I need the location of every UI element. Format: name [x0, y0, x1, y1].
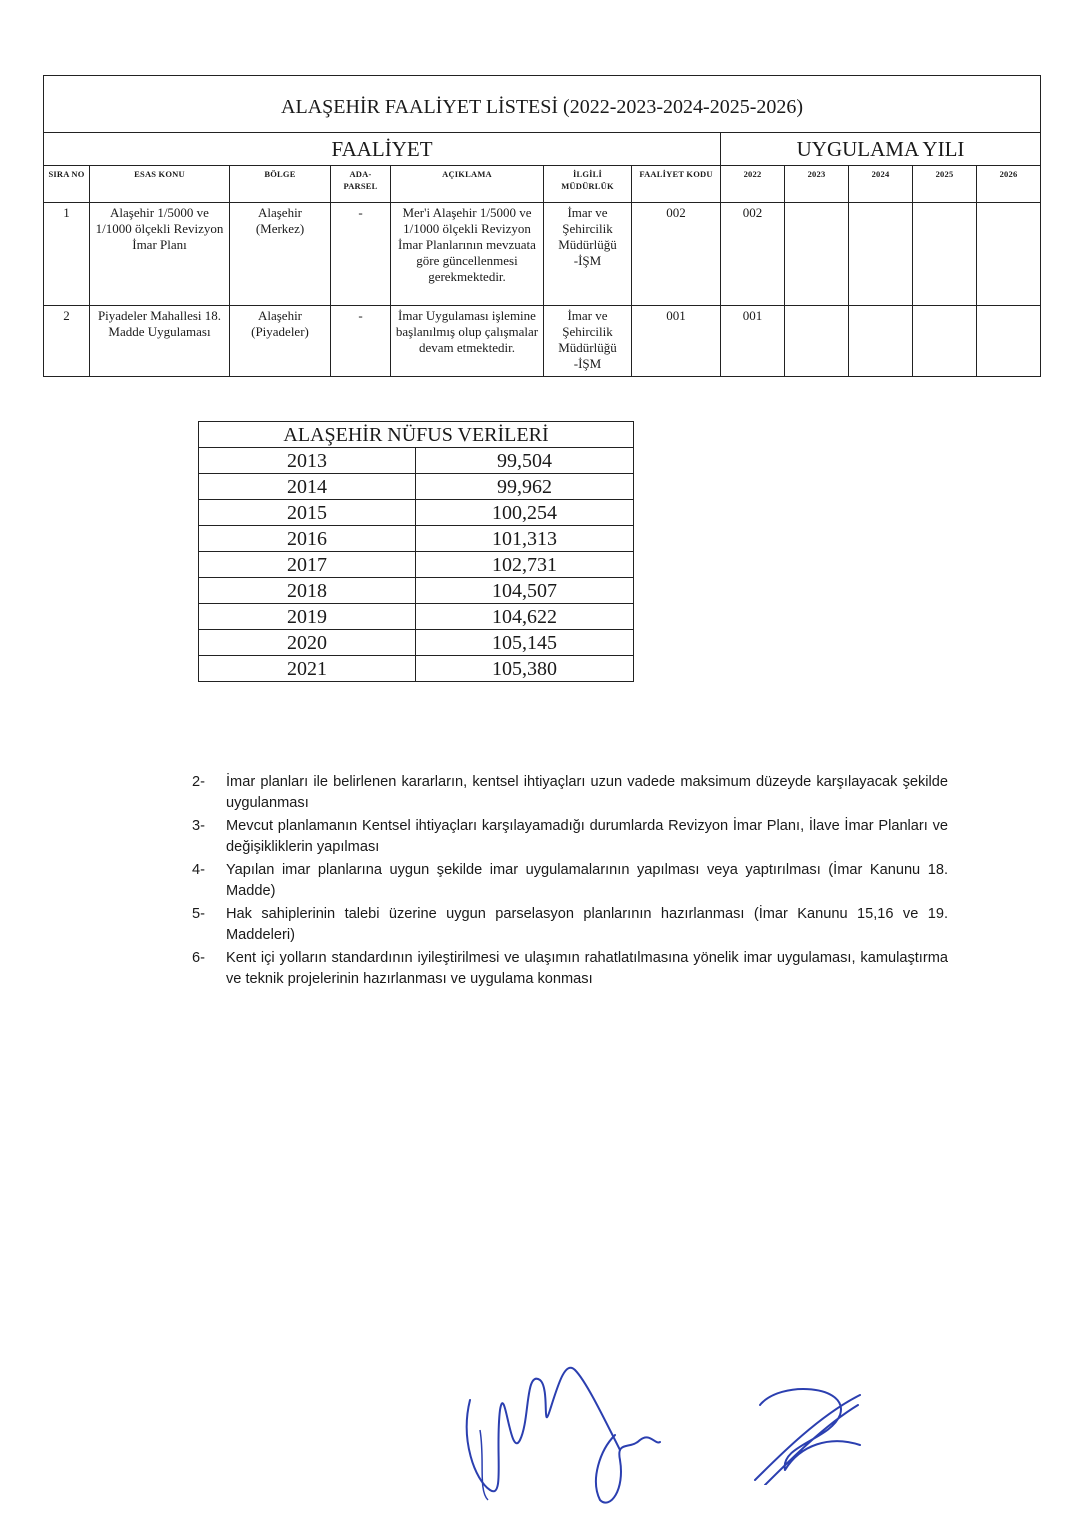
population-year: 2017 [199, 552, 416, 578]
list-item-text: Mevcut planlamanın Kentsel ihtiyaçları karşılayamadığı durumlarda Revizyon İmar Planı, İlave İmar Planları ve değişikliklerin yapılması [226, 818, 948, 855]
list-item-text: Hak sahiplerinin talebi üzerine uygun parselasyon planlarının hazırlanması (İmar Kanunu 15,16 ve 19. Maddeleri) [226, 906, 948, 943]
header-year-2025: 2025 [913, 166, 977, 203]
group-uygulama-yili: UYGULAMA YILI [721, 133, 1041, 166]
population-year: 2019 [199, 604, 416, 630]
activity-table-title: ALAŞEHİR FAALİYET LİSTESİ (2022-2023-2024-2025-2026) [44, 76, 1041, 133]
population-value: 101,313 [416, 526, 634, 552]
table-row [44, 203, 1041, 306]
list-item-number: 2- [192, 774, 205, 790]
cell-ilgili-mudurluk: İmar ve Şehircilik Müdürlüğü -İŞM [544, 203, 632, 306]
population-row [199, 578, 634, 604]
population-row [199, 448, 634, 474]
population-year: 2014 [199, 474, 416, 500]
list-item-text: İmar planları ile belirlenen kararların, kentsel ihtiyaçları uzun vadede maksimum düzeyde karşılayacak şekilde uygulanması [226, 774, 948, 811]
cell-year-2024 [849, 306, 913, 377]
population-year: 2018 [199, 578, 416, 604]
header-year-2023: 2023 [785, 166, 849, 203]
cell-esas-konu: Piyadeler Mahallesi 18. Madde Uygulaması [90, 306, 230, 377]
cell-faaliyet-kodu: 001 [632, 306, 721, 377]
table-row [44, 306, 1041, 377]
header-year-2024: 2024 [849, 166, 913, 203]
header-year-2022: 2022 [721, 166, 785, 203]
cell-bolge: Alaşehir (Piyadeler) [230, 306, 331, 377]
list-item [192, 860, 948, 902]
cell-ada-parsel: - [331, 306, 391, 377]
cell-ilgili-mudurluk: İmar ve Şehircilik Müdürlüğü -İŞM [544, 306, 632, 377]
population-value: 105,145 [416, 630, 634, 656]
group-faaliyet: FAALİYET [44, 133, 721, 166]
population-value: 105,380 [416, 656, 634, 682]
population-row [199, 552, 634, 578]
cell-year-2022: 002 [721, 203, 785, 306]
activity-table [43, 75, 1041, 377]
header-aciklama: AÇIKLAMA [391, 166, 544, 203]
signature-left [450, 1340, 710, 1515]
population-year: 2016 [199, 526, 416, 552]
list-item-text: Yapılan imar planlarına uygun şekilde imar uygulamalarının yapılması veya yaptırılması (İmar Kanunu 18. Madde) [226, 862, 948, 899]
population-value: 104,507 [416, 578, 634, 604]
header-faaliyet-kodu: FAALİYET KODU [632, 166, 721, 203]
cell-year-2025 [913, 306, 977, 377]
cell-year-2026 [977, 203, 1041, 306]
header-ada-parsel: ADA-PARSEL [331, 166, 391, 203]
header-year-2026: 2026 [977, 166, 1041, 203]
cell-year-2025 [913, 203, 977, 306]
population-value: 100,254 [416, 500, 634, 526]
population-table-title: ALAŞEHİR NÜFUS VERİLERİ [199, 422, 634, 448]
list-item [192, 816, 948, 858]
population-year: 2013 [199, 448, 416, 474]
header-sira-no: SIRA NO [44, 166, 90, 203]
cell-year-2022: 001 [721, 306, 785, 377]
population-value: 104,622 [416, 604, 634, 630]
header-ilgili-mudurluk: İLGİLİ MÜDÜRLÜK [544, 166, 632, 203]
population-year: 2020 [199, 630, 416, 656]
population-year: 2021 [199, 656, 416, 682]
population-row [199, 500, 634, 526]
population-row [199, 630, 634, 656]
header-bolge: BÖLGE [230, 166, 331, 203]
list-item-text: Kent içi yolların standardının iyileştirilmesi ve ulaşımın rahatlatılmasına yönelik imar uygulaması, kamulaştırma ve teknik projelerinin hazırlanması ve uygulama konması [226, 950, 948, 987]
list-item-number: 5- [192, 906, 205, 922]
list-item-number: 4- [192, 862, 205, 878]
population-value: 99,504 [416, 448, 634, 474]
cell-bolge: Alaşehir (Merkez) [230, 203, 331, 306]
population-row [199, 656, 634, 682]
cell-sira-no: 2 [44, 306, 90, 377]
population-table [198, 421, 634, 682]
objectives-list [192, 772, 948, 992]
list-item-number: 6- [192, 950, 205, 966]
population-value: 102,731 [416, 552, 634, 578]
population-row [199, 526, 634, 552]
population-year: 2015 [199, 500, 416, 526]
cell-year-2023 [785, 203, 849, 306]
cell-ada-parsel: - [331, 203, 391, 306]
cell-year-2024 [849, 203, 913, 306]
list-item-number: 3- [192, 818, 205, 834]
cell-esas-konu: Alaşehir 1/5000 ve 1/1000 ölçekli Revizyon İmar Planı [90, 203, 230, 306]
list-item [192, 904, 948, 946]
cell-faaliyet-kodu: 002 [632, 203, 721, 306]
cell-aciklama: İmar Uygulaması işlemine başlanılmış olup çalışmalar devam etmektedir. [391, 306, 544, 377]
cell-year-2023 [785, 306, 849, 377]
population-rows [199, 448, 634, 682]
list-item [192, 772, 948, 814]
population-value: 99,962 [416, 474, 634, 500]
cell-year-2026 [977, 306, 1041, 377]
cell-aciklama: Mer'i Alaşehir 1/5000 ve 1/1000 ölçekli Revizyon İmar Planlarının mevzuata göre güncellenmesi gerekmektedir. [391, 203, 544, 306]
population-row [199, 604, 634, 630]
list-item [192, 948, 948, 990]
cell-sira-no: 1 [44, 203, 90, 306]
signature-right [740, 1385, 880, 1485]
header-esas-konu: ESAS KONU [90, 166, 230, 203]
population-row [199, 474, 634, 500]
